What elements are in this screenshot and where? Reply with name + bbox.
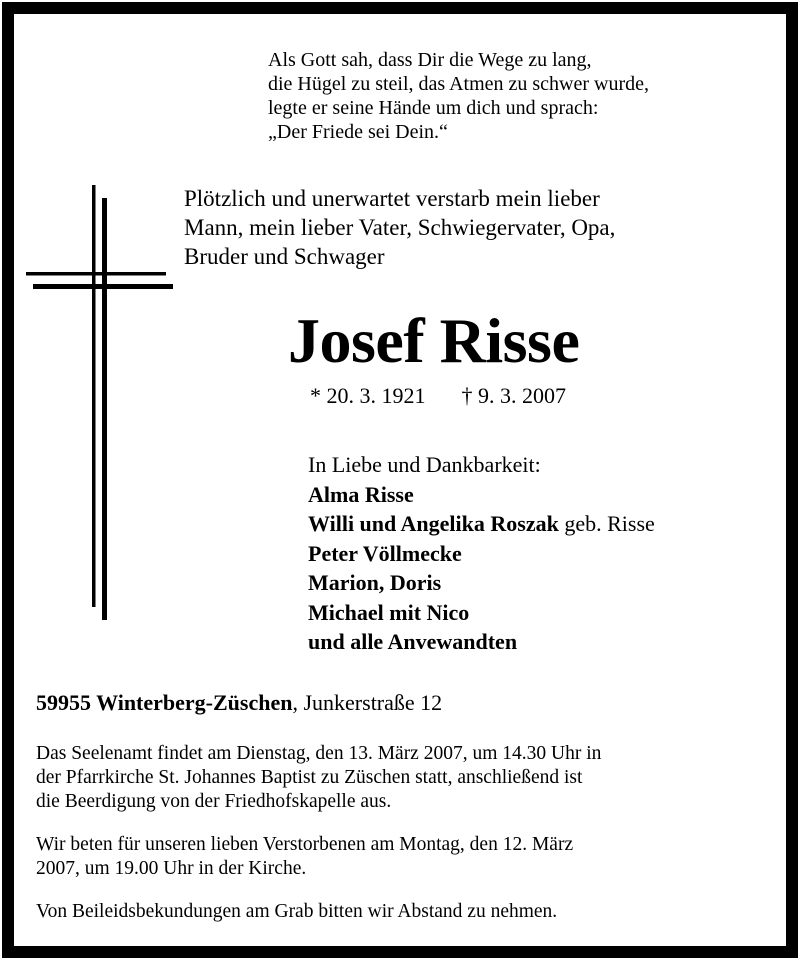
poem	[268, 48, 649, 144]
family-member	[308, 509, 655, 539]
family-member	[308, 598, 655, 628]
family-member	[308, 539, 655, 569]
member-name: und alle Anvewandten	[308, 629, 518, 654]
deceased-name: Josef Risse	[288, 305, 580, 376]
family-list	[308, 450, 655, 657]
notice-line: Von Beileidsbekundungen am Grab bitten wir Abstand zu nehmen.	[36, 901, 558, 922]
family-heading: In Liebe und Dankbarkeit:	[308, 452, 541, 477]
address-street: , Junkerstraße 12	[292, 690, 443, 715]
notice-line: 2007, um 19.00 Uhr in der Kirche.	[36, 858, 307, 879]
poem-line: legte er seine Hände um dich und sprach:	[268, 97, 599, 119]
birth-date: * 20. 3. 1921	[310, 383, 426, 408]
life-dates	[310, 383, 566, 409]
member-name: Marion, Doris	[308, 570, 442, 595]
address-city: 59955 Winterberg-Züschen	[36, 690, 293, 715]
member-name: Willi und Angelika Roszak	[308, 511, 559, 536]
notice-line: die Beerdigung von der Friedhofskapelle aus.	[36, 791, 392, 812]
notice-line: der Pfarrkirche St. Johannes Baptist zu Züschen statt, anschließend ist	[36, 767, 583, 788]
intro-line: Plötzlich und unerwartet verstarb mein lieber	[184, 186, 600, 211]
notice-line: Wir beten für unseren lieben Verstorbenen am Montag, den 12. März	[36, 834, 574, 855]
member-suffix: geb. Risse	[558, 511, 655, 536]
member-name: Peter Völlmecke	[308, 540, 462, 566]
poem-line: „Der Friede sei Dein.“	[268, 121, 448, 143]
family-member	[308, 627, 655, 657]
funeral-notice	[36, 742, 601, 814]
address	[36, 690, 442, 716]
death-date: † 9. 3. 2007	[461, 383, 566, 408]
family-member	[308, 568, 655, 598]
member-name: Michael mit Nico	[308, 599, 470, 625]
member-name: Alma Risse	[308, 481, 414, 507]
condolence-notice	[36, 900, 557, 924]
notice-line: Das Seelenamt findet am Dienstag, den 13. März 2007, um 14.30 Uhr in	[36, 743, 602, 764]
poem-line: Als Gott sah, dass Dir die Wege zu lang,	[268, 49, 592, 71]
intro-text	[184, 184, 615, 271]
family-member	[308, 480, 655, 510]
intro-line: Bruder und Schwager	[184, 244, 385, 269]
prayer-notice	[36, 833, 573, 881]
poem-line: die Hügel zu steil, das Atmen zu schwer wurde,	[268, 73, 650, 95]
intro-line: Mann, mein lieber Vater, Schwiegervater, Opa,	[184, 215, 616, 240]
